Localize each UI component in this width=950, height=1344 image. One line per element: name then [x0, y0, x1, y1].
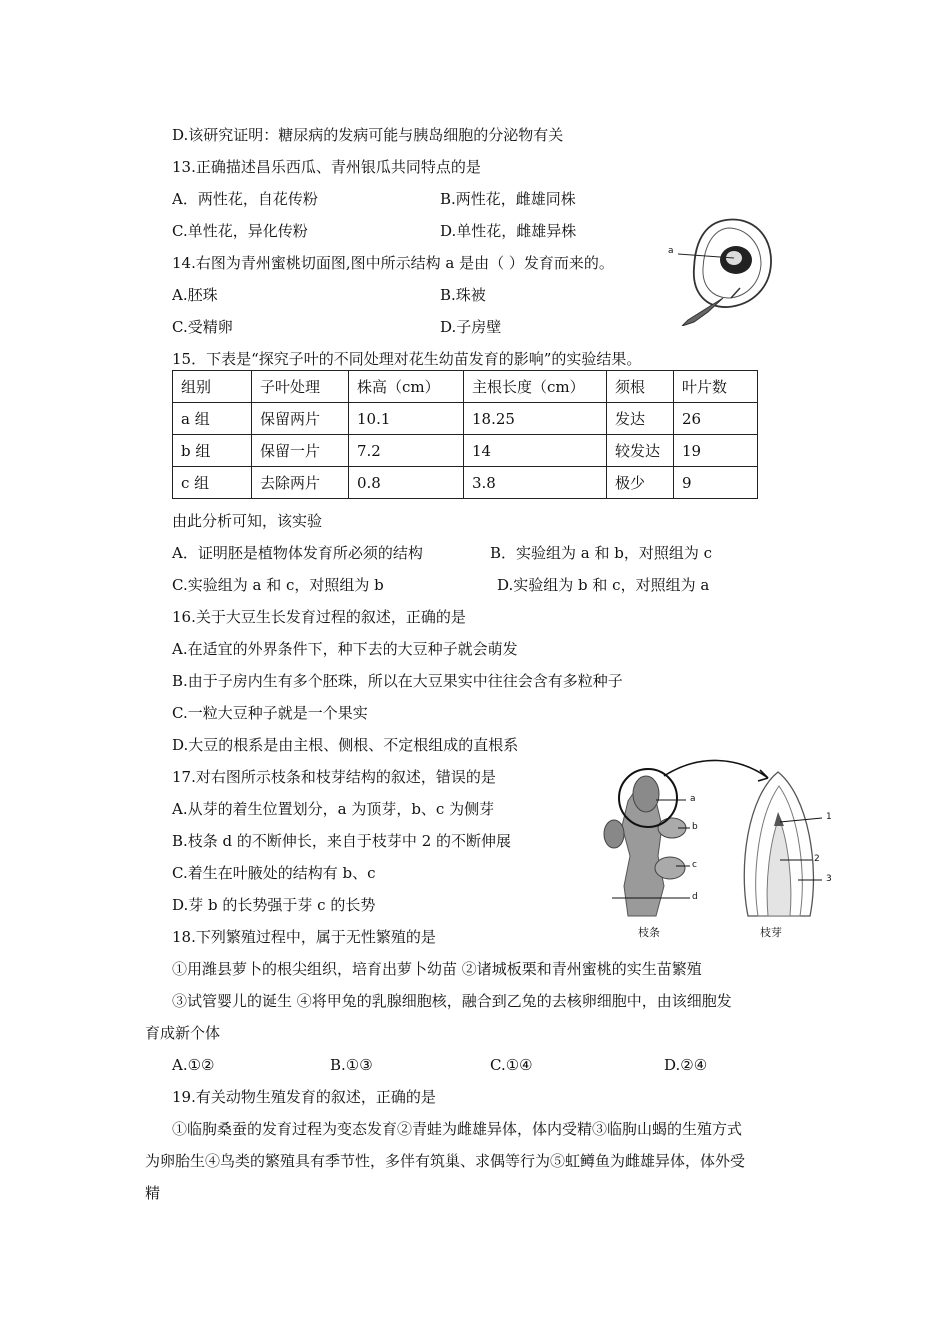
- table-cell: 18.25: [464, 403, 607, 435]
- q15-option-d: D.实验组为 b 和 c，对照组为 a: [497, 576, 710, 594]
- table-cell: 9: [674, 467, 758, 499]
- q18-option-c: C.①④: [490, 1056, 533, 1074]
- q13-option-c: C.单性花，异化传粉: [172, 222, 308, 240]
- table-row: [173, 403, 758, 435]
- table-cell: 0.8: [349, 467, 464, 499]
- table-cell: c 组: [173, 467, 252, 499]
- branch-label-a: a: [690, 794, 696, 804]
- q18-option-b: B.①③: [330, 1056, 373, 1074]
- header-cell: 子叶处理: [252, 371, 349, 403]
- q12-option-d: D.该研究证明：糖尿病的发病可能与胰岛细胞的分泌物有关: [172, 126, 564, 144]
- q16-option-d: D.大豆的根系是由主根、侧根、不定根组成的直根系: [172, 736, 519, 754]
- table-row: [173, 467, 758, 499]
- table-cell: 19: [674, 435, 758, 467]
- experiment-results-table: [172, 370, 758, 499]
- q16-option-a: A.在适宜的外界条件下，种下去的大豆种子就会萌发: [172, 640, 518, 658]
- peach-section-figure: [668, 208, 783, 326]
- header-cell: 须根: [607, 371, 674, 403]
- q14-stem: 14.右图为青州蜜桃切面图,图中所示结构 a 是由（ ）发育而来的。: [172, 254, 614, 272]
- q18-option-a: A.①②: [172, 1056, 215, 1074]
- table-cell: 较发达: [607, 435, 674, 467]
- q13-option-b: B.两性花，雌雄同株: [440, 190, 576, 208]
- table-cell: 去除两片: [252, 467, 349, 499]
- q15-option-b: B．实验组为 a 和 b，对照组为 c: [490, 544, 713, 562]
- table-cell: 保留两片: [252, 403, 349, 435]
- branch-label-d: d: [692, 892, 698, 902]
- table-cell: 26: [674, 403, 758, 435]
- bud-label-2: 2: [814, 854, 820, 864]
- q18-line-1: ①用潍县萝卜的根尖组织，培育出萝卜幼苗 ②诸城板栗和青州蜜桃的实生苗繁殖: [172, 960, 702, 978]
- table-cell: 保留一片: [252, 435, 349, 467]
- table-cell: b 组: [173, 435, 252, 467]
- table-cell: 7.2: [349, 435, 464, 467]
- branch-caption: 枝条: [638, 926, 660, 939]
- header-cell: 主根长度（cm）: [464, 371, 607, 403]
- q16-option-c: C.一粒大豆种子就是一个果实: [172, 704, 368, 722]
- q14-option-d: D.子房壁: [440, 318, 502, 336]
- header-cell: 组别: [173, 371, 252, 403]
- table-header-row: [173, 371, 758, 403]
- table-cell: 发达: [607, 403, 674, 435]
- branch-label-b: b: [692, 822, 698, 832]
- q18-line-2: ③试管婴儿的诞生 ④将甲兔的乳腺细胞核，融合到乙兔的去核卵细胞中，由该细胞发: [172, 992, 732, 1010]
- q19-line-3: 精: [145, 1184, 161, 1202]
- q18-option-d: D.②④: [664, 1056, 708, 1074]
- table-cell: 14: [464, 435, 607, 467]
- bud-caption: 枝芽: [760, 926, 782, 939]
- header-cell: 株高（cm）: [349, 371, 464, 403]
- q15-stem: 15．下表是“探究子叶的不同处理对花生幼苗发育的影响”的实验结果。: [172, 350, 642, 368]
- branch-bud-figure: [598, 756, 844, 942]
- table-cell: 3.8: [464, 467, 607, 499]
- q17-option-b: B.枝条 d 的不断伸长，来自于枝芽中 2 的不断伸展: [172, 832, 512, 850]
- table-row: [173, 435, 758, 467]
- q15-analysis: 由此分析可知，该实验: [172, 512, 323, 530]
- q16-option-b: B.由于子房内生有多个胚珠，所以在大豆果实中往往会含有多粒种子: [172, 672, 623, 690]
- q18-stem: 18.下列繁殖过程中，属于无性繁殖的是: [172, 928, 436, 946]
- q19-line-2: 为卵胎生④鸟类的繁殖具有季节性，多伴有筑巢、求偶等行为⑤虹鳟鱼为雌雄异体，体外受: [145, 1152, 746, 1170]
- q18-line-3: 育成新个体: [145, 1024, 221, 1042]
- q14-option-a: A.胚珠: [172, 286, 218, 304]
- q15-option-a: A．证明胚是植物体发育所必须的结构: [172, 544, 423, 562]
- table-cell: a 组: [173, 403, 252, 435]
- q17-stem: 17.对右图所示枝条和枝芽结构的叙述，错误的是: [172, 768, 496, 786]
- q13-stem: 13.正确描述昌乐西瓜、青州银瓜共同特点的是: [172, 158, 481, 176]
- header-cell: 叶片数: [674, 371, 758, 403]
- peach-label-a: a: [668, 246, 674, 256]
- q14-option-c: C.受精卵: [172, 318, 233, 336]
- q17-option-a: A.从芽的着生位置划分，a 为顶芽，b、c 为侧芽: [172, 800, 495, 818]
- q17-option-d: D.芽 b 的长势强于芽 c 的长势: [172, 896, 376, 914]
- q17-option-c: C.着生在叶腋处的结构有 b、c: [172, 864, 376, 882]
- table-cell: 极少: [607, 467, 674, 499]
- q19-stem: 19.有关动物生殖发育的叙述，正确的是: [172, 1088, 436, 1106]
- q13-option-d: D.单性花，雌雄异株: [440, 222, 577, 240]
- bud-label-3: 3: [826, 874, 832, 884]
- table-cell: 10.1: [349, 403, 464, 435]
- q13-option-a: A．两性花，自花传粉: [172, 190, 318, 208]
- q14-option-b: B.珠被: [440, 286, 486, 304]
- q15-option-c: C.实验组为 a 和 c，对照组为 b: [172, 576, 384, 594]
- branch-label-c: c: [692, 860, 697, 870]
- q19-line-1: ①临朐桑蚕的发育过程为变态发育②青蛙为雌雄异体，体内受精③临朐山蝎的生殖方式: [172, 1120, 743, 1138]
- bud-label-1: 1: [826, 812, 832, 822]
- q16-stem: 16.关于大豆生长发育过程的叙述，正确的是: [172, 608, 466, 626]
